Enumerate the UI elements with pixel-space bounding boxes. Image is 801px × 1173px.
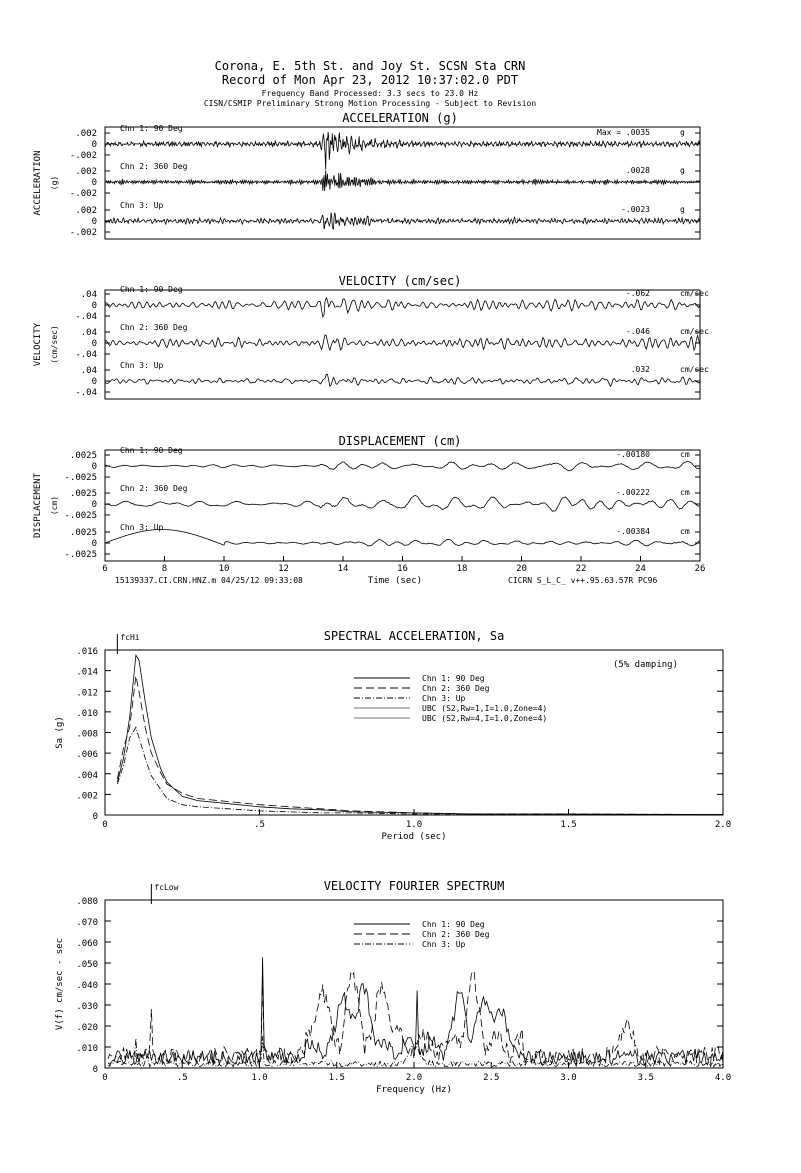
legend-label: UBC (S2,Rw=4,I=1.0,Zone=4)	[422, 714, 548, 723]
footer-processing-id: CICRN S_L_C_ v++.95.63.57R PC96	[508, 576, 658, 585]
header-band: Frequency Band Processed: 3.3 secs to 23.0 Hz	[261, 89, 479, 98]
x-tick-label: 0	[102, 820, 108, 830]
x-tick-label: 2.0	[714, 820, 732, 830]
y-tick-label: .060	[76, 939, 98, 949]
peak-unit-label: cm	[680, 488, 690, 497]
y-tick-label: 0	[91, 539, 97, 549]
y-tick-label: 0	[91, 377, 97, 387]
peak-value-label: -.00222	[616, 488, 650, 497]
x-tick-label: 16	[397, 564, 408, 574]
peak-unit-label: g	[680, 128, 685, 137]
channel-label: Chn 1: 90 Deg	[120, 446, 183, 455]
y-tick-label: .0025	[69, 528, 97, 538]
y-tick-label: -.002	[69, 189, 97, 199]
channel-label: Chn 3: Up	[120, 523, 164, 532]
y-tick-label: -.002	[69, 228, 97, 238]
y-axis-unit: (cm)	[50, 495, 59, 516]
peak-unit-label: g	[680, 166, 685, 175]
channel-label: Chn 3: Up	[120, 361, 164, 370]
y-tick-label: .0025	[69, 451, 97, 461]
channel-label: Chn 1: 90 Deg	[120, 124, 183, 133]
x-tick-label: 0	[102, 1073, 108, 1083]
panel-title: ACCELERATION (g)	[342, 111, 458, 125]
y-tick-label: 0	[91, 462, 97, 472]
x-tick-label: 2.5	[483, 1073, 500, 1083]
y-tick-label: .010	[76, 1044, 98, 1054]
y-tick-label: -.04	[75, 312, 97, 322]
channel-label: Chn 3: Up	[120, 201, 164, 210]
y-tick-label: .0025	[69, 489, 97, 499]
y-tick-label: 0	[91, 500, 97, 510]
damping-annotation: (5% damping)	[612, 660, 678, 670]
header-record: Record of Mon Apr 23, 2012 10:37:02.0 PDT	[221, 73, 519, 87]
peak-unit-label: cm	[680, 527, 690, 536]
waveform-trace-2	[105, 171, 700, 192]
x-tick-label: 4.0	[714, 1073, 732, 1083]
chart-title: VELOCITY FOURIER SPECTRUM	[323, 879, 505, 893]
header-station: Corona, E. 5th St. and Joy St. SCSN Sta CRN	[214, 59, 526, 73]
y-tick-label: .020	[76, 1023, 98, 1033]
y-tick-label: 0	[92, 812, 98, 822]
y-tick-label: 0	[91, 301, 97, 311]
y-tick-label: .006	[76, 750, 98, 761]
peak-value-label: -.046	[625, 327, 650, 336]
y-tick-label: .070	[76, 918, 98, 928]
y-axis-label: V(f) cm/sec - sec	[55, 937, 65, 1031]
y-tick-label: 0	[91, 339, 97, 349]
x-tick-label: 6	[102, 564, 108, 574]
y-axis-label: ACCELERATION	[33, 150, 43, 216]
x-tick-label: .5	[176, 1073, 188, 1083]
y-axis-unit: (cm/sec)	[50, 325, 59, 364]
x-tick-label: 8	[161, 564, 168, 574]
x-tick-label: 14	[337, 564, 349, 574]
waveform-trace-2	[105, 496, 700, 512]
y-axis-label: Sa (g)	[55, 716, 65, 749]
x-tick-label: 18	[456, 564, 468, 574]
y-tick-label: .016	[76, 647, 98, 657]
y-axis-unit: (g)	[50, 175, 59, 191]
peak-value-label: -.00180	[616, 450, 650, 459]
y-tick-label: .030	[76, 1002, 98, 1012]
x-tick-label: 12	[278, 564, 289, 574]
y-tick-label: .04	[80, 290, 97, 300]
y-tick-label: .008	[76, 729, 98, 740]
fourier-curve-2	[108, 971, 723, 1065]
x-tick-label: 24	[635, 564, 646, 574]
x-tick-label: 10	[218, 564, 230, 574]
legend-label: Chn 2: 360 Deg	[422, 930, 490, 939]
waveform-trace-2	[105, 335, 700, 350]
x-tick-label: 3.0	[560, 1073, 577, 1083]
x-tick-label: 22	[575, 564, 587, 574]
y-tick-label: 0	[91, 178, 97, 188]
y-tick-label: -.0025	[64, 511, 97, 521]
panel-title: DISPLACEMENT (cm)	[338, 434, 462, 448]
peak-unit-label: cm/sec	[680, 365, 709, 374]
waveform-trace-1	[105, 298, 700, 317]
x-tick-label: 1.0	[405, 820, 423, 830]
channel-label: Chn 1: 90 Deg	[120, 285, 183, 294]
y-tick-label: -.04	[75, 350, 97, 360]
y-tick-label: .002	[75, 206, 97, 216]
x-tick-label: 3.5	[637, 1073, 654, 1083]
x-axis-label: Frequency (Hz)	[376, 1085, 452, 1095]
peak-value-label: .0028	[625, 166, 650, 175]
y-axis-label: DISPLACEMENT	[33, 472, 43, 539]
sa-curve-1	[117, 655, 723, 814]
footer-file-id: 15139337.CI.CRN.HNZ.m 04/25/12 09:33:08	[115, 576, 303, 585]
peak-unit-label: g	[680, 205, 685, 214]
peak-value-label: -.00384	[616, 527, 650, 536]
x-tick-label: .5	[254, 820, 265, 830]
y-axis-label: VELOCITY	[33, 322, 43, 367]
y-tick-label: .050	[76, 960, 98, 970]
y-tick-label: -.04	[75, 388, 97, 398]
y-tick-label: -.0025	[64, 473, 97, 483]
sa-curve-2	[117, 676, 723, 815]
waveform-trace-3	[105, 374, 700, 386]
corner-frequency-label: fcHi	[120, 633, 140, 642]
y-tick-label: .002	[76, 791, 98, 802]
plot-frame	[105, 650, 723, 815]
peak-value-label: .032	[630, 365, 650, 374]
legend-label: Chn 1: 90 Deg	[422, 920, 485, 929]
y-tick-label: .040	[76, 981, 98, 991]
waveform-trace-3	[105, 530, 700, 547]
y-tick-label: -.0025	[64, 550, 97, 560]
y-tick-label: 0	[92, 1065, 98, 1075]
legend-label: UBC (S2,Rw=1,I=1.0,Zone=4)	[422, 704, 548, 713]
peak-value-label: Max = .0035	[597, 128, 650, 137]
y-tick-label: 0	[91, 217, 97, 227]
legend-label: Chn 2: 360 Deg	[422, 684, 490, 693]
x-tick-label: 1.5	[560, 820, 577, 830]
header-processing: CISN/CSMIP Preliminary Strong Motion Processing - Subject to Revision	[203, 99, 537, 108]
waveform-trace-1	[105, 132, 700, 170]
y-tick-label: .04	[80, 366, 97, 376]
peak-value-label: -.0023	[621, 205, 650, 214]
x-tick-label: 26	[694, 564, 706, 574]
corner-frequency-label: fcLow	[154, 883, 179, 892]
peak-value-label: -.062	[625, 289, 650, 298]
y-tick-label: .002	[75, 167, 97, 177]
chart-title: SPECTRAL ACCELERATION, Sa	[323, 629, 505, 643]
peak-unit-label: cm/sec	[680, 327, 709, 336]
channel-label: Chn 2: 360 Deg	[120, 484, 188, 493]
y-tick-label: .012	[76, 688, 98, 699]
y-tick-label: .080	[76, 897, 98, 907]
y-tick-label: .004	[76, 770, 98, 781]
channel-label: Chn 2: 360 Deg	[120, 323, 188, 332]
y-tick-label: -.002	[69, 151, 97, 161]
x-tick-label: 1.5	[328, 1073, 345, 1083]
y-tick-label: 0	[91, 140, 97, 150]
x-tick-label: 2.0	[405, 1073, 423, 1083]
plot-frame	[105, 900, 723, 1068]
x-axis-label: Period (sec)	[381, 832, 447, 842]
y-tick-label: .002	[75, 129, 97, 139]
y-tick-label: .04	[80, 328, 97, 338]
waveform-trace-3	[105, 213, 700, 229]
y-tick-label: .010	[76, 708, 98, 719]
x-tick-label: 20	[516, 564, 527, 574]
x-axis-label: Time (sec)	[367, 576, 423, 586]
x-tick-label: 1.0	[251, 1073, 268, 1083]
legend-label: Chn 1: 90 Deg	[422, 674, 485, 683]
panel-title: VELOCITY (cm/sec)	[338, 274, 462, 288]
peak-unit-label: cm	[680, 450, 690, 459]
channel-label: Chn 2: 360 Deg	[120, 162, 188, 171]
y-tick-label: .014	[76, 667, 98, 678]
waveform-trace-1	[105, 461, 700, 470]
legend-label: Chn 3: Up	[422, 940, 466, 949]
peak-unit-label: cm/sec	[680, 289, 709, 298]
legend-label: Chn 3: Up	[422, 694, 466, 703]
fourier-curve-1	[108, 957, 723, 1064]
